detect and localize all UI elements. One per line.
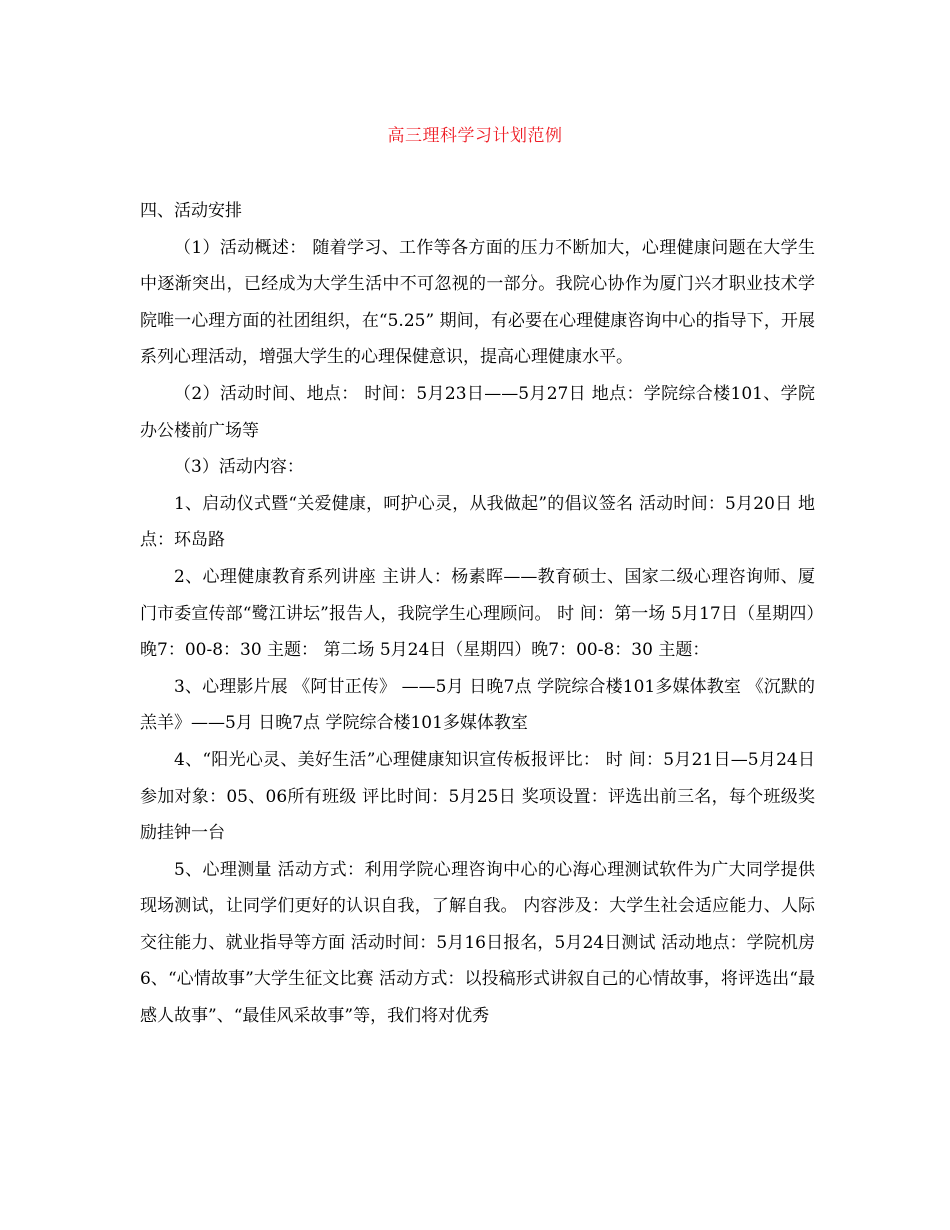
paragraph-item-4: 4、“阳光心灵、美好生活”心理健康知识宣传板报评比： 时 间：5月21日—5月24日 参加对象：05、06所有班级 评比时间：5月25日 奖项设置：评选出前三名，每个班级奖励挂钟一台	[140, 749, 815, 844]
paragraph-content-heading: （3）活动内容：	[174, 457, 304, 478]
paragraph-time-place: （2）活动时间、地点： 时间：5月23日——5月27日 地点：学院综合楼101、学院办公楼前广场等	[140, 383, 815, 441]
section-heading: 四、活动安排	[140, 201, 242, 221]
document-body	[140, 193, 815, 1035]
paragraph-item-2: 2、心理健康教育系列讲座 主讲人：杨素晖——教育硕士、国家二级心理咨询师、厦门市委宣传部“鹭江讲坛”报告人，我院学生心理顾问。 时 间：第一场 5月17日（星期四）晚7：00-8：30 主题： 第二场 5月24日（星期四）晚7：00-8：30 主题：	[140, 566, 815, 661]
paragraph-overview: （1）活动概述： 随着学习、工作等各方面的压力不断加大，心理健康问题在大学生中逐渐突出，已经成为大学生活中不可忽视的一部分。我院心协作为厦门兴才职业技术学院唯一心理方面的社团组织，在“5.25” 期间，有必要在心理健康咨询中心的指导下，开展系列心理活动，增强大学生的心理保健意识，提高心理健康水平。	[140, 237, 815, 368]
document-title: 高三理科学习计划范例	[387, 126, 563, 146]
paragraph-item-3: 3、心理影片展 《阿甘正传》 ——5月 日晚7点 学院综合楼101多媒体教室 《沉默的羔羊》——5月 日晚7点 学院综合楼101多媒体教室	[140, 676, 815, 734]
paragraph-item-1: 1、启动仪式暨“关爱健康，呵护心灵，从我做起”的倡议签名 活动时间：5月20日 地点：环岛路	[140, 493, 815, 551]
paragraph-item-5: 5、心理测量 活动方式：利用学院心理咨询中心的心海心理测试软件为广大同学提供现场测试，让同学们更好的认识自我，了解自我。 内容涉及：大学生社会适应能力、人际交往能力、就业指导等方面 活动时间：5月16日报名，5月24日测试 活动地点：学院机房 6、“心情故事”大学生征文比赛 活动方式：以投稿形式讲叙自己的心情故事，将评选出“最感人故事”、“最佳风采故事”等，我们将对优秀	[140, 859, 815, 1027]
